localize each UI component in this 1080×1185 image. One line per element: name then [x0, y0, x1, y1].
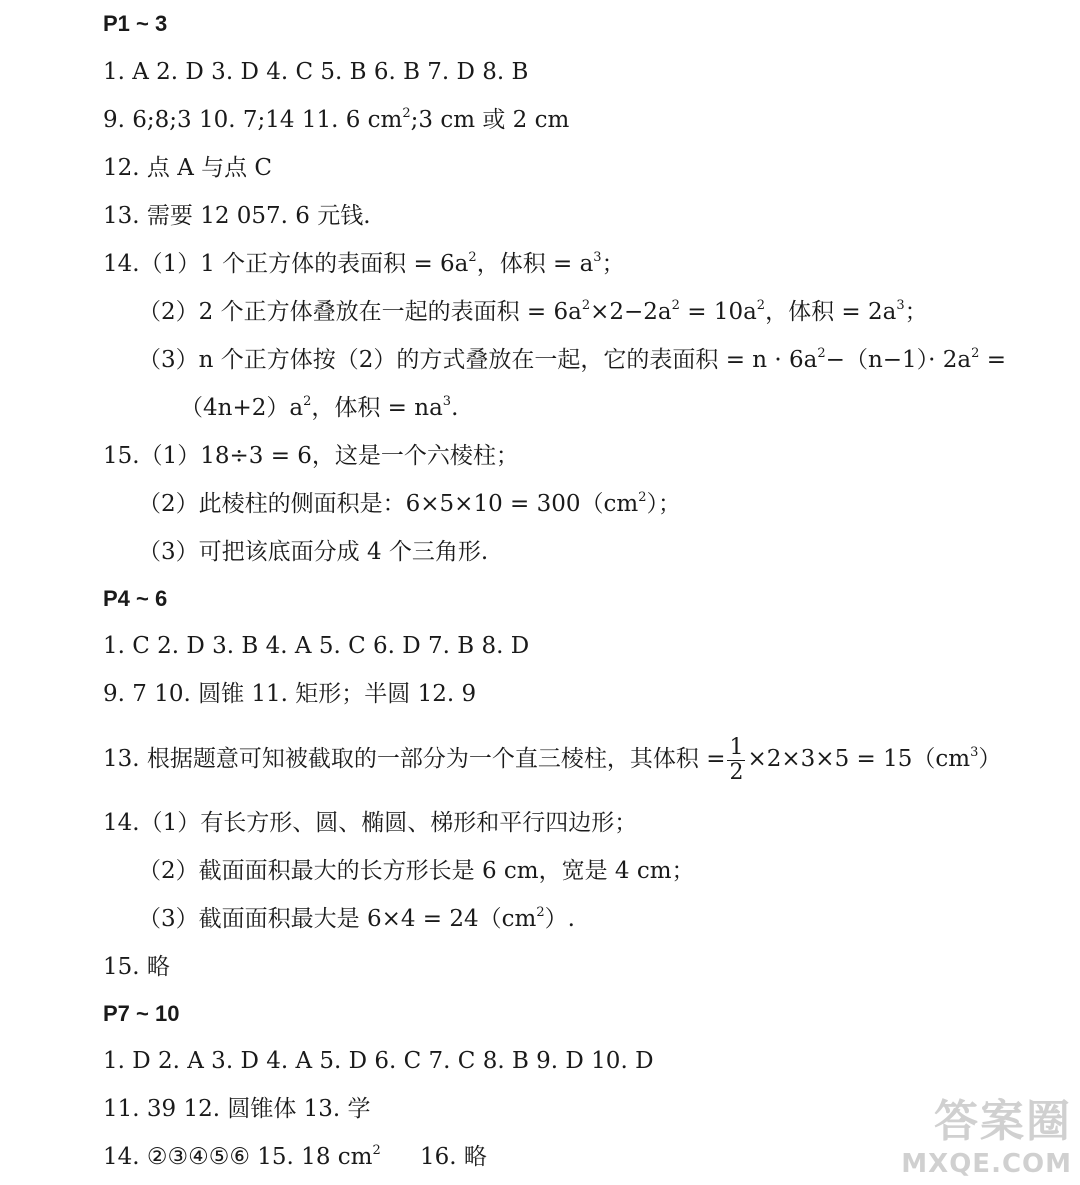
- answer-line: 13. 根据题意可知被截取的一部分为一个直三棱柱，其体积 = $\frac{1}{2}$ $\times 2\times 3\times 5 = 15(cm^3)$: [103, 734, 1002, 785]
- answer-line: 11. 39 12. 圆锥体 13. 学: [103, 1096, 371, 1122]
- answer-line: （2）2 个正方体叠放在一起的表面积 = $6a^2\times 2-2a^2 = 10a^2$，体积 = $2a^3$；: [138, 298, 928, 325]
- answer-line: 15. 略: [103, 954, 170, 980]
- answer-line: （3）n 个正方体按（2）的方式叠放在一起，它的表面积 = $n \cdot 6a^2-(n-1)\cdot 2a^2$ =: [138, 346, 1007, 373]
- answer-line: （3）可把该底面分成 4 个三角形.: [138, 539, 489, 565]
- section-heading-p4-6: P4 ~ 6: [103, 586, 168, 611]
- answer-line: 9. 7 10. 圆锥 11. 矩形；半圆 12. 9: [103, 681, 477, 707]
- answer-line: 13. 需要 12 057. 6 元钱.: [103, 203, 371, 229]
- answer-line: 12. 点 A 与点 C: [103, 155, 273, 181]
- answer-line: $(4n+2)a^2$，体积 = $na^3$.: [180, 394, 459, 421]
- answer-line: （2）截面面积最大的长方形长是 6 cm，宽是 4 cm；: [138, 858, 695, 884]
- section-heading-p1-3: P1 ~ 3: [103, 11, 168, 36]
- answer-line: 15.（1）18÷3 = 6，这是一个六棱柱；: [103, 443, 519, 469]
- answer-line: （2）此棱柱的侧面积是：$6\times 5\times 10 = 300(cm^2)$；: [138, 490, 681, 517]
- answer-line: 9. 6;8;3 10. 7;14 11. 6 $cm^2;3$ cm 或 2 cm: [103, 106, 570, 133]
- answer-line: 1. D 2. A 3. D 4. A 5. D 6. C 7. C 8. B 9. D 10. D: [103, 1048, 654, 1074]
- watermark-logo: 答案圈 MXQE.COM: [901, 1096, 1072, 1179]
- fraction-one-half: $\frac{1}{2}$: [729, 734, 744, 785]
- section-heading-p7-10: P7 ~ 10: [103, 1001, 180, 1026]
- answer-line: 14. ②③④⑤⑥ 15. 18 $cm^2$: [103, 1143, 381, 1170]
- answer-line: 14.（1）1 个正方体的表面积 = $6a^2$，体积 = $a^3$；: [103, 250, 625, 277]
- answer-line: 1. A 2. D 3. D 4. C 5. B 6. B 7. D 8. B: [103, 59, 529, 85]
- answer-line: 16. 略: [420, 1144, 487, 1170]
- answer-line: （3）截面面积最大是 $6\times 4 = 24(cm^2)$.: [138, 905, 575, 932]
- answer-line: 14.（1）有长方形、圆、椭圆、梯形和平行四边形；: [103, 810, 638, 836]
- answer-line: 1. C 2. D 3. B 4. A 5. C 6. D 7. B 8. D: [103, 633, 530, 659]
